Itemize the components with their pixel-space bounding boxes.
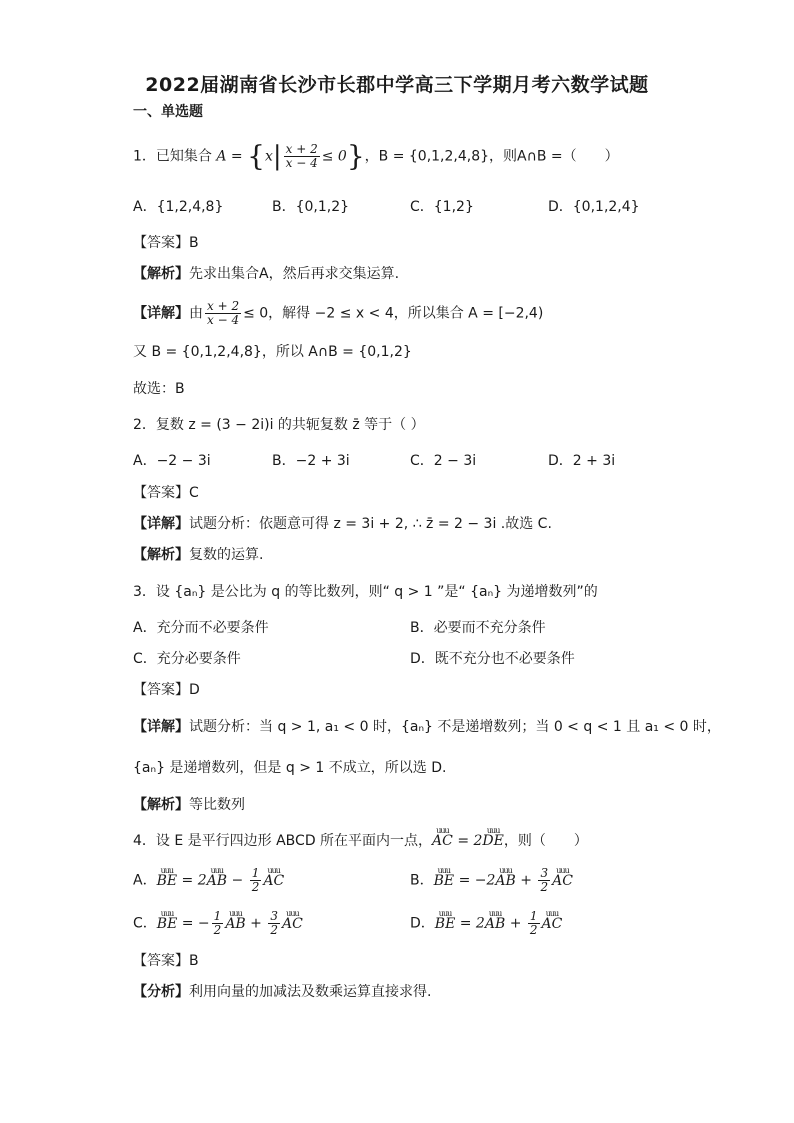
section-heading: 一、单选题: [133, 104, 203, 120]
q2-analysis: 【解析】复数的运算.: [133, 547, 264, 563]
q2-stem: 2．复数 z = (3 − 2i)i 的共轭复数 z̄ 等于（ ）: [133, 417, 425, 433]
q4-stem: 4．设 E 是平行四边形 ABCD 所在平面内一点，uuu AC = 2uuu DE，则（ ）: [133, 831, 588, 851]
q4-fenxi: 【分析】利用向量的加减法及数乘运算直接求得.: [133, 984, 432, 1000]
q2-option-a[interactable]: A．−2 − 3i: [133, 453, 211, 469]
exam-title: 2022届湖南省长沙市长郡中学高三下学期月考六数学试题: [145, 74, 649, 96]
q3-option-b[interactable]: B．必要而不充分条件: [410, 620, 546, 636]
q2-answer: 【答案】C: [133, 485, 199, 501]
q1-analysis: 【解析】先求出集合A，然后再求交集运算.: [133, 266, 400, 282]
q4-option-b[interactable]: B．uuu BE = −2uuu AB + $\frac{3}{2}$ uuu AC: [410, 867, 573, 894]
q1-option-a[interactable]: A．{1,2,4,8}: [133, 199, 224, 215]
q2-option-d[interactable]: D．2 + 3i: [548, 453, 616, 469]
q1-conclusion: 故选：B: [133, 381, 185, 397]
q1-fraction: $\frac{x + 2}{x - 4}$: [285, 142, 318, 170]
q3-answer: 【答案】D: [133, 682, 200, 698]
q1-option-d[interactable]: D．{0,1,2,4}: [548, 199, 640, 215]
q4-option-d[interactable]: D．uuu BE = 2uuu AB + $\frac{1}{2}$ uuu AC: [410, 910, 562, 937]
q3-option-c[interactable]: C．充分必要条件: [133, 651, 241, 667]
q1-option-c[interactable]: C．{1,2}: [410, 199, 474, 215]
q4-option-c[interactable]: C．uuu BE = − $\frac{1}{2}$ uuu AB + $\frac{3}{2}$ uuu AC: [133, 910, 303, 937]
q4-answer: 【答案】B: [133, 953, 199, 969]
q3-stem: 3．设 {aₙ} 是公比为 q 的等比数列，则“ q > 1 ”是“ {aₙ} 为递增数列”的: [133, 584, 598, 600]
q4-option-a[interactable]: A．uuu BE = 2uuu AB − $\frac{1}{2}$ uuu AC: [133, 867, 284, 894]
q3-option-a[interactable]: A．充分而不必要条件: [133, 620, 269, 636]
q3-detail: 【详解】试题分析：当 q > 1, a₁ < 0 时，{aₙ} 不是递增数列；当 0 < q < 1 且 a₁ < 0 时，: [133, 719, 721, 735]
q3-analysis: 【解析】等比数列: [133, 797, 245, 813]
q2-option-b[interactable]: B．−2 + 3i: [272, 453, 350, 469]
q1-detail-line2: 又 B = {0,1,2,4,8}，所以 A∩B = {0,1,2}: [133, 344, 412, 360]
q2-detail: 【详解】试题分析：依题意可得 z = 3i + 2, ∴ z̄ = 2 − 3i .故选 C.: [133, 516, 552, 532]
q3-option-d[interactable]: D．既不充分也不必要条件: [410, 651, 575, 667]
q1-answer: 【答案】B: [133, 235, 199, 251]
q1-option-b[interactable]: B．{0,1,2}: [272, 199, 350, 215]
q1-stem: 1．已知集合 A = {x| $\frac{x + 2}{x - 4}$ ≤ 0}，B = {0,1,2,4,8}，则A∩B =（ ）: [133, 139, 619, 173]
q1-detail: 【详解】由 $\frac{x + 2}{x - 4}$ ≤ 0，解得 −2 ≤ x < 4，所以集合 A = [−2,4): [133, 299, 544, 327]
q3-detail-line2: {aₙ} 是递增数列，但是 q > 1 不成立，所以选 D.: [133, 760, 447, 776]
q2-option-c[interactable]: C．2 − 3i: [410, 453, 477, 469]
